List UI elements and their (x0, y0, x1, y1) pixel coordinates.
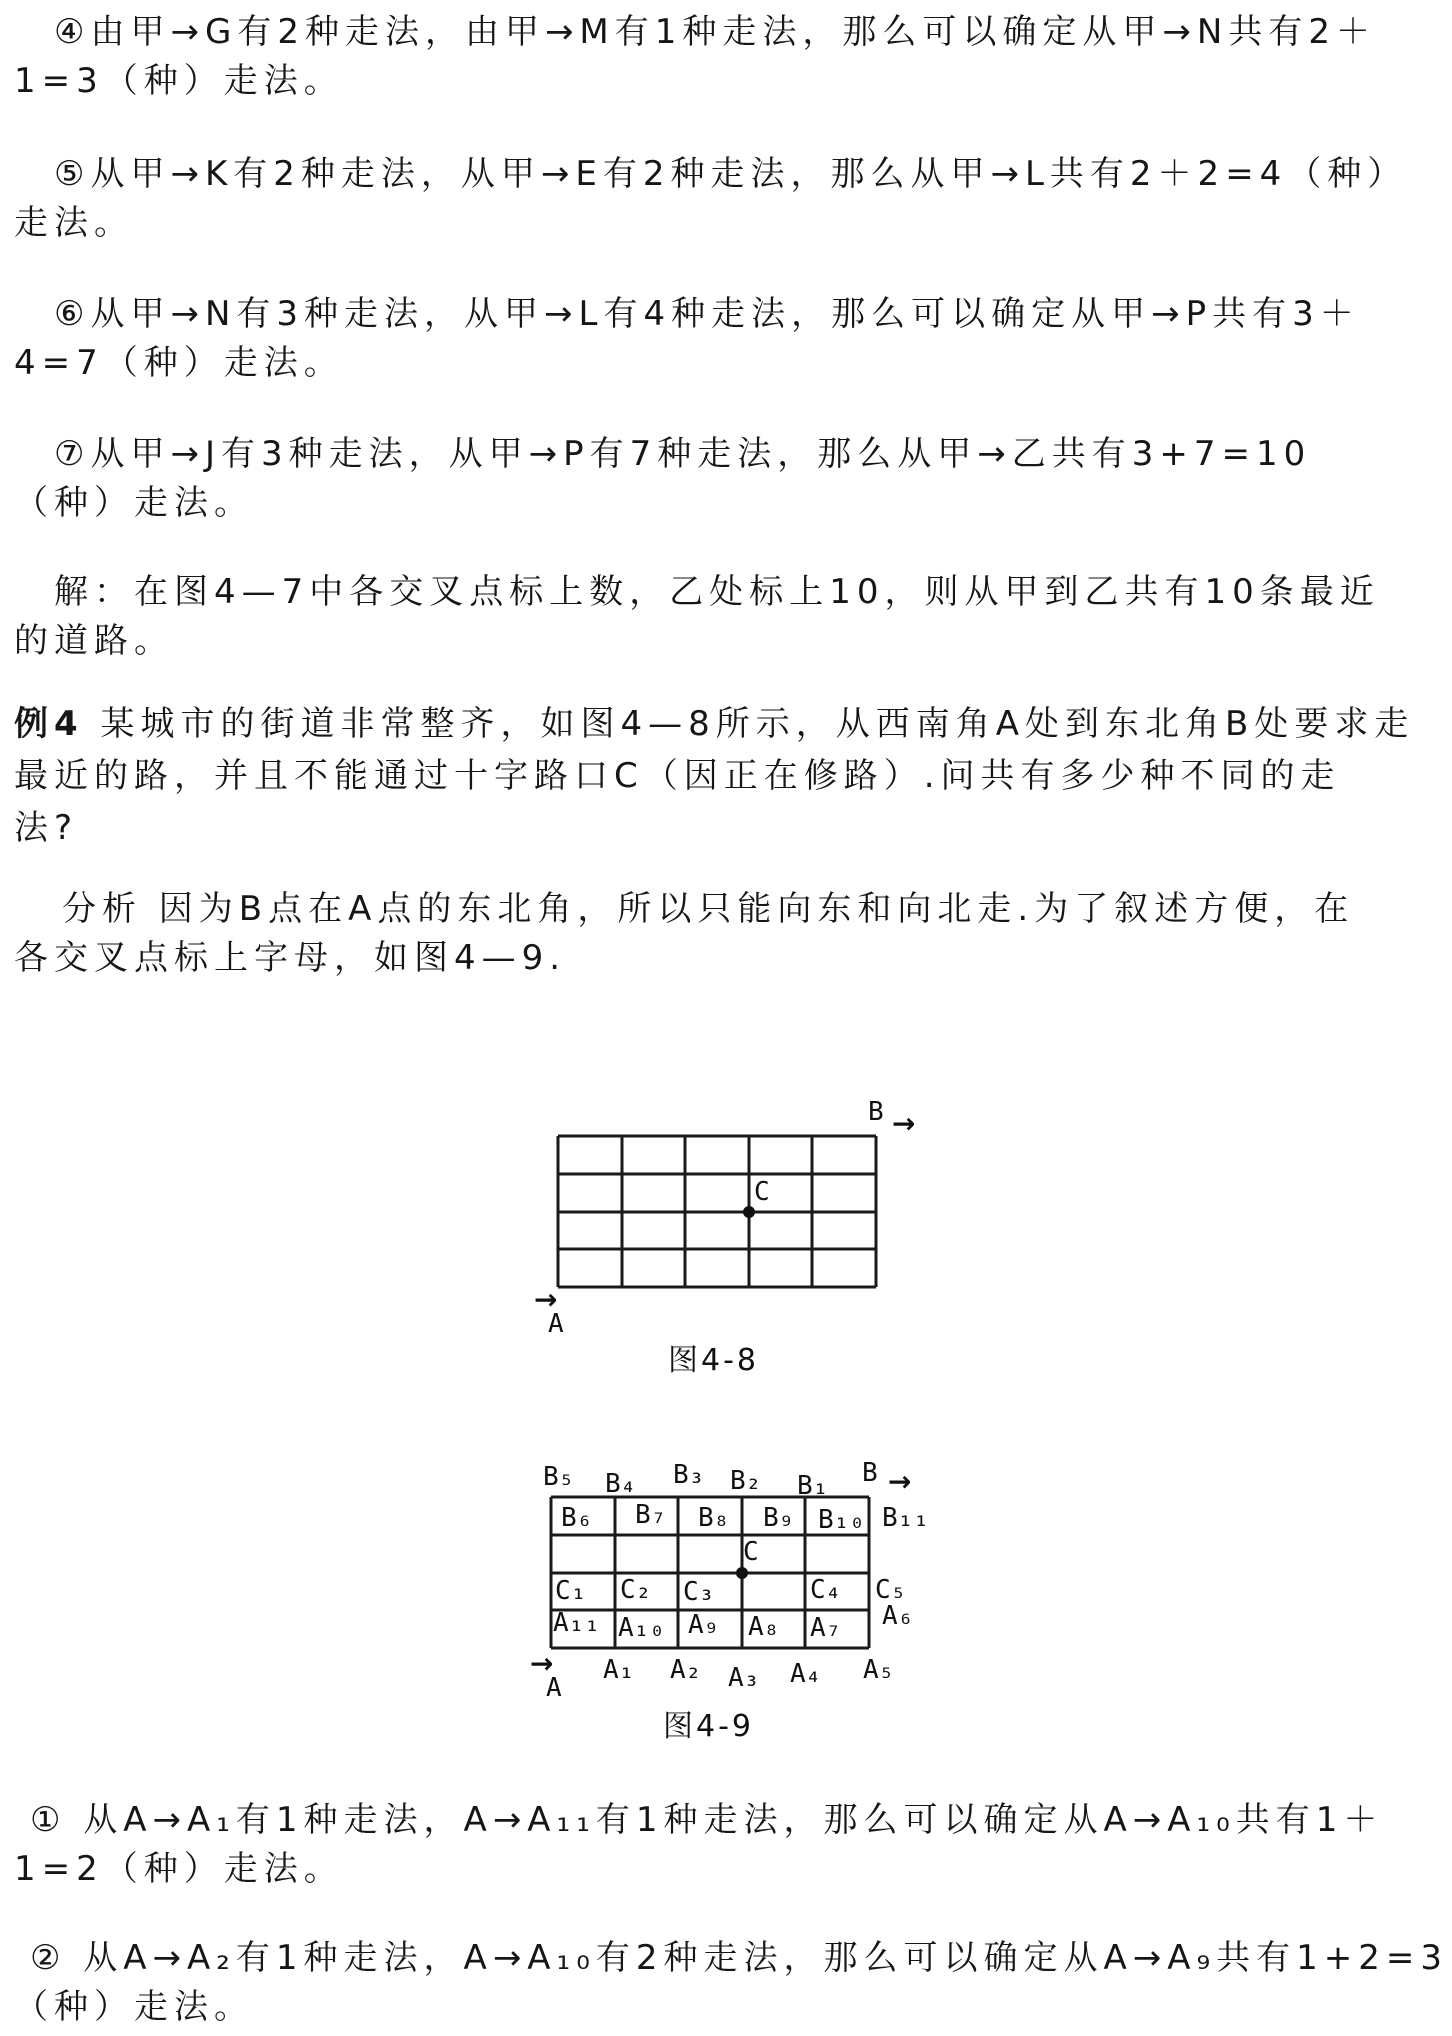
text-line: 最近的路，并且不能通过十字路口C（因正在修路）.问共有多少种不同的走 (14, 756, 1341, 796)
fig49-label-a3: A₃ (728, 1663, 760, 1693)
fig49-label-b7: B₇ (635, 1500, 667, 1530)
paragraph-step5 (14, 150, 1407, 248)
fig49-label-c3: C₃ (683, 1577, 715, 1607)
fig49-label-b11: B₁₁ (882, 1503, 929, 1533)
analysis-paragraph (14, 885, 1354, 983)
fig48-point-b-label: B (868, 1097, 884, 1127)
fig49-arrow-b-icon: → (888, 1465, 912, 1498)
fig49-label-b2: B₂ (730, 1466, 762, 1496)
fig49-label-b1: B₁ (797, 1471, 829, 1501)
fig49-label-b6: B₆ (561, 1503, 593, 1533)
fig49-label-b5: B₅ (543, 1462, 575, 1492)
paragraph-step4 (14, 8, 1376, 106)
fig49-point-c-dot (736, 1567, 748, 1579)
paragraph-step7 (14, 430, 1311, 528)
text-line: 1=3（种）走法。 (14, 61, 344, 101)
text-line: ② 从A→A₂有1种走法，A→A₁₀有2种走法，那么可以确定从A→A₉共有1+2=3 (30, 1938, 1448, 1978)
text-line: ④由甲→G有2种走法，由甲→M有1种走法，那么可以确定从甲→N共有2＋ (54, 12, 1376, 52)
fig48-caption: 图4-8 (668, 1343, 759, 1378)
text-line: ⑦从甲→J有3种走法，从甲→P有7种走法，那么从甲→乙共有3+7=10 (54, 434, 1312, 474)
fig49-label-b9: B₉ (763, 1503, 795, 1533)
example4-paragraph (14, 698, 1414, 854)
fig49-point-c-label: C (743, 1537, 759, 1567)
fig49-label-a2: A₂ (670, 1655, 702, 1685)
fig49-label-b10: B₁₀ (818, 1505, 865, 1535)
fig49-label-a10: A₁₀ (618, 1613, 665, 1643)
fig49-label-a6: A₆ (882, 1601, 914, 1631)
text-line: 走法。 (14, 203, 134, 243)
step2-paragraph (14, 1934, 1448, 2032)
text-line: ① 从A→A₁有1种走法，A→A₁₁有1种走法，那么可以确定从A→A₁₀共有1＋ (30, 1800, 1384, 1840)
fig49-label-c2: C₂ (620, 1575, 652, 1605)
fig48-point-c-label: C (754, 1177, 770, 1207)
text-line: （种）走法。 (14, 483, 254, 523)
example4-line1: 某城市的街道非常整齐，如图4—8所示，从西南角A处到东北角B处要求走 (83, 704, 1415, 744)
fig49-label-a5: A₅ (863, 1655, 895, 1685)
fig49-label-a11: A₁₁ (553, 1608, 600, 1638)
text-line: ⑤从甲→K有2种走法，从甲→E有2种走法，那么从甲→L共有2＋2=4（种） (54, 154, 1408, 194)
fig48-point-a-label: A (548, 1309, 564, 1339)
text-line: ⑥从甲→N有3种走法，从甲→L有4种走法，那么可以确定从甲→P共有3＋ (54, 294, 1360, 334)
text-line: 法? (14, 808, 79, 848)
step1-paragraph (14, 1796, 1383, 1894)
fig49-label-b: B (862, 1458, 878, 1488)
figure-4-9 (530, 1455, 970, 1765)
fig49-label-c4: C₄ (810, 1575, 842, 1605)
figure-4-8 (534, 1095, 970, 1395)
fig48-arrow-b-icon: → (892, 1107, 916, 1140)
fig49-arrow-a-icon: → (530, 1647, 554, 1680)
fig49-label-b3: B₃ (673, 1460, 705, 1490)
fig49-label-a8: A₈ (748, 1612, 780, 1642)
fig49-caption: 图4-9 (663, 1709, 754, 1744)
fig48-street-grid (555, 1133, 879, 1290)
paragraph-step6 (14, 290, 1360, 388)
fig49-label-a4: A₄ (790, 1659, 822, 1689)
fig49-label-c5: C₅ (875, 1575, 907, 1605)
text-line: 的道路。 (14, 621, 174, 661)
fig49-label-b8: B₈ (698, 1503, 730, 1533)
text-line: 各交叉点标上字母，如图4—9. (14, 938, 567, 978)
fig49-label-a: A (546, 1673, 562, 1703)
text-line: （种）走法。 (14, 1987, 254, 2027)
text-line: 1=2（种）走法。 (14, 1849, 344, 1889)
fig48-point-c-dot (743, 1206, 755, 1218)
fig49-label-c1: C₁ (555, 1576, 587, 1606)
text-line: 解：在图4—7中各交叉点标上数，乙处标上10，则从甲到乙共有10条最近 (54, 572, 1380, 612)
fig48-arrow-a-icon: → (534, 1283, 558, 1316)
fig49-label-a7: A₇ (810, 1613, 842, 1643)
example4-label: 例4 (14, 704, 84, 744)
fig49-label-a1: A₁ (603, 1655, 635, 1685)
text-line: 分析 因为B点在A点的东北角，所以只能向东和向北走.为了叙述方便，在 (62, 889, 1355, 929)
fig49-label-a9: A₉ (688, 1610, 720, 1640)
text-line: 4=7（种）走法。 (14, 343, 344, 383)
fig49-label-b4: B₄ (605, 1469, 637, 1499)
solution-paragraph (14, 568, 1380, 666)
text-line (14, 698, 1414, 750)
